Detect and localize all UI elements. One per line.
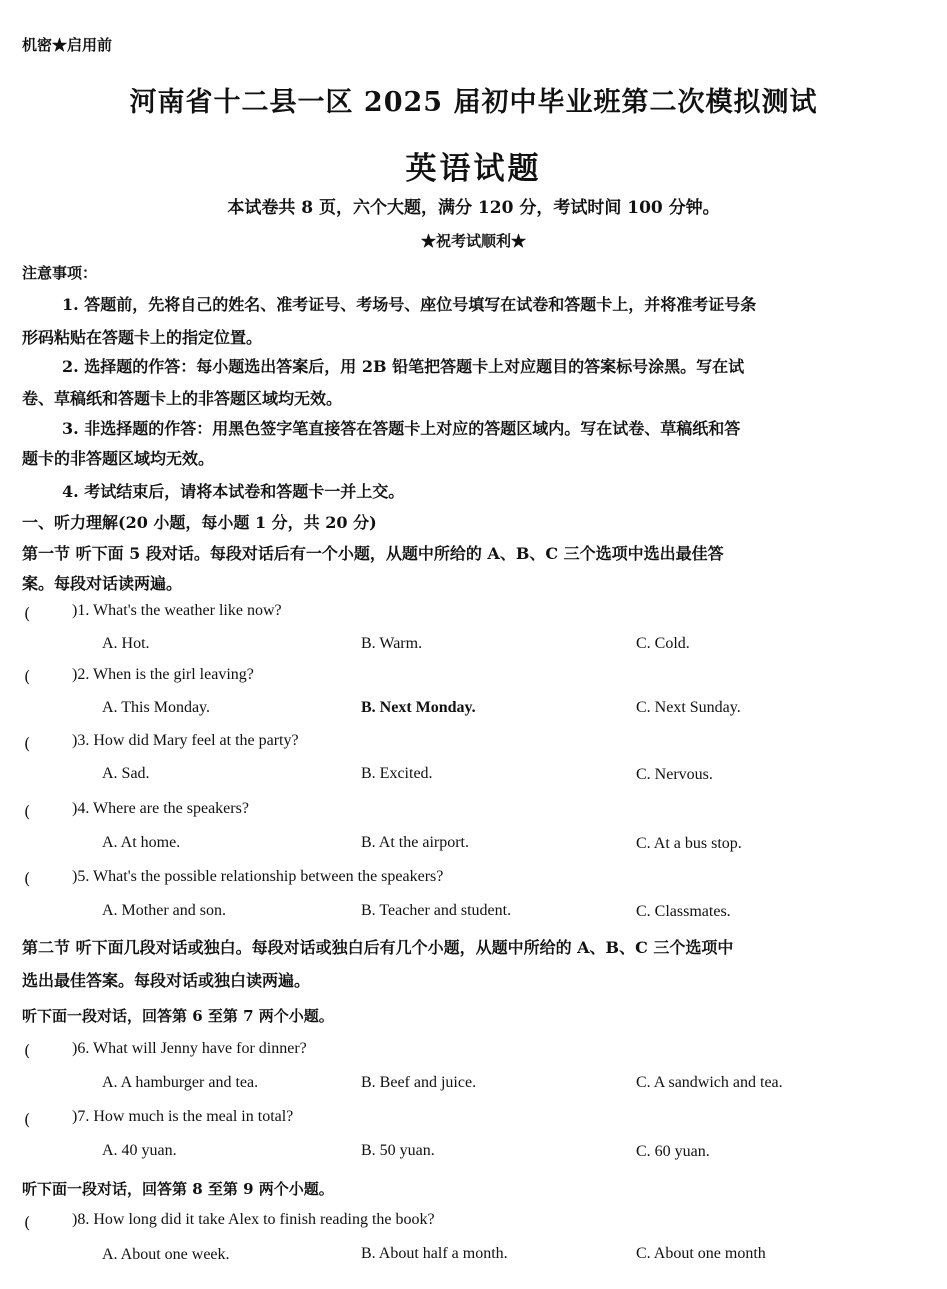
question-4: )4. Where are the speakers? — [72, 800, 249, 817]
q4-option-a: A. At home. — [102, 834, 181, 851]
answer-paren: ( — [24, 604, 31, 623]
notice-item-3-line-2: 题卡的非答题区域均无效。 — [22, 449, 215, 468]
q3-option-a: A. Sad. — [102, 765, 150, 782]
q1-option-a: A. Hot. — [102, 635, 150, 652]
part1-heading: 一、听力理解(20 小题，每小题 1 分，共 20 分) — [22, 513, 377, 532]
dialogue-instruction-6-7: 听下面一段对话，回答第 6 至第 7 两个小题。 — [22, 1007, 334, 1025]
q5-option-c: C. Classmates. — [636, 903, 731, 920]
answer-paren: ( — [24, 1213, 31, 1232]
q4-option-c: C. At a bus stop. — [636, 835, 742, 852]
q4-option-b: B. At the airport. — [361, 834, 469, 851]
q5-option-b: B. Teacher and student. — [361, 902, 512, 919]
exam-subtitle: 英语试题 — [405, 151, 542, 187]
answer-paren: ( — [24, 667, 31, 686]
good-luck-line: ★祝考试顺利★ — [420, 232, 526, 250]
question-2: )2. When is the girl leaving? — [72, 666, 254, 683]
q2-option-a: A. This Monday. — [102, 699, 210, 716]
notice-heading: 注意事项： — [22, 264, 98, 282]
question-5: )5. What's the possible relationship between the speakers? — [72, 868, 444, 885]
notice-item-2-line-1: 2. 选择题的作答：每小题选出答案后，用 2B 铅笔把答题卡上对应题目的答案标号涂黑。写在试 — [62, 357, 745, 376]
question-3: )3. How did Mary feel at the party? — [72, 732, 299, 749]
section1-instructions-line-2: 案。每段对话读两遍。 — [22, 574, 183, 593]
dialogue-instruction-8-9: 听下面一段对话，回答第 8 至第 9 两个小题。 — [22, 1180, 334, 1198]
answer-paren: ( — [24, 802, 31, 821]
exam-title: 河南省十二县一区 2025 届初中毕业班第二次模拟测试 — [129, 87, 818, 118]
question-6: )6. What will Jenny have for dinner? — [72, 1040, 307, 1057]
q6-option-b: B. Beef and juice. — [361, 1074, 477, 1091]
q3-option-b: B. Excited. — [361, 765, 433, 782]
answer-paren: ( — [24, 734, 31, 753]
section1-instructions-line-1: 第一节 听下面 5 段对话。每段对话后有一个小题，从题中所给的 A、B、C 三个选项中选出最佳答 — [22, 544, 724, 563]
q7-option-c: C. 60 yuan. — [636, 1143, 710, 1160]
q6-option-a: A. A hamburger and tea. — [102, 1074, 259, 1091]
q8-option-b: B. About half a month. — [361, 1245, 508, 1262]
question-7: )7. How much is the meal in total? — [72, 1108, 294, 1125]
q1-option-c: C. Cold. — [636, 635, 690, 652]
q3-option-c: C. Nervous. — [636, 766, 713, 783]
question-1: )1. What's the weather like now? — [72, 602, 282, 619]
section2-instructions-line-2: 选出最佳答案。每段对话或独白读两遍。 — [22, 971, 311, 990]
exam-info: 本试卷共 8 页，六个大题，满分 120 分，考试时间 100 分钟。 — [227, 198, 720, 218]
q2-option-c: C. Next Sunday. — [636, 699, 741, 716]
q2-option-b: B. Next Monday. — [361, 699, 476, 716]
answer-paren: ( — [24, 869, 31, 888]
notice-item-1-line-1: 1. 答题前，先将自己的姓名、准考证号、考场号、座位号填写在试卷和答题卡上，并将准考证号条 — [62, 295, 757, 314]
q7-option-b: B. 50 yuan. — [361, 1142, 435, 1159]
question-8: )8. How long did it take Alex to finish reading the book? — [72, 1211, 435, 1228]
confidential-label: 机密★启用前 — [22, 36, 113, 54]
q8-option-a: A. About one week. — [102, 1246, 230, 1263]
notice-item-3-line-1: 3. 非选择题的作答：用黑色签字笔直接答在答题卡上对应的答题区域内。写在试卷、草稿纸和答 — [62, 419, 741, 438]
notice-item-4: 4. 考试结束后，请将本试卷和答题卡一并上交。 — [62, 482, 405, 501]
q8-option-c: C. About one month — [636, 1245, 766, 1262]
answer-paren: ( — [24, 1041, 31, 1060]
notice-item-2-line-2: 卷、草稿纸和答题卡上的非答题区域均无效。 — [22, 389, 343, 408]
answer-paren: ( — [24, 1110, 31, 1129]
q5-option-a: A. Mother and son. — [102, 902, 226, 919]
q7-option-a: A. 40 yuan. — [102, 1142, 177, 1159]
notice-item-1-line-2: 形码粘贴在答题卡上的指定位置。 — [22, 328, 263, 347]
section2-instructions-line-1: 第二节 听下面几段对话或独白。每段对话或独白后有几个小题，从题中所给的 A、B、C 三个选项中 — [22, 938, 734, 957]
q1-option-b: B. Warm. — [361, 635, 423, 652]
q6-option-c: C. A sandwich and tea. — [636, 1074, 783, 1091]
